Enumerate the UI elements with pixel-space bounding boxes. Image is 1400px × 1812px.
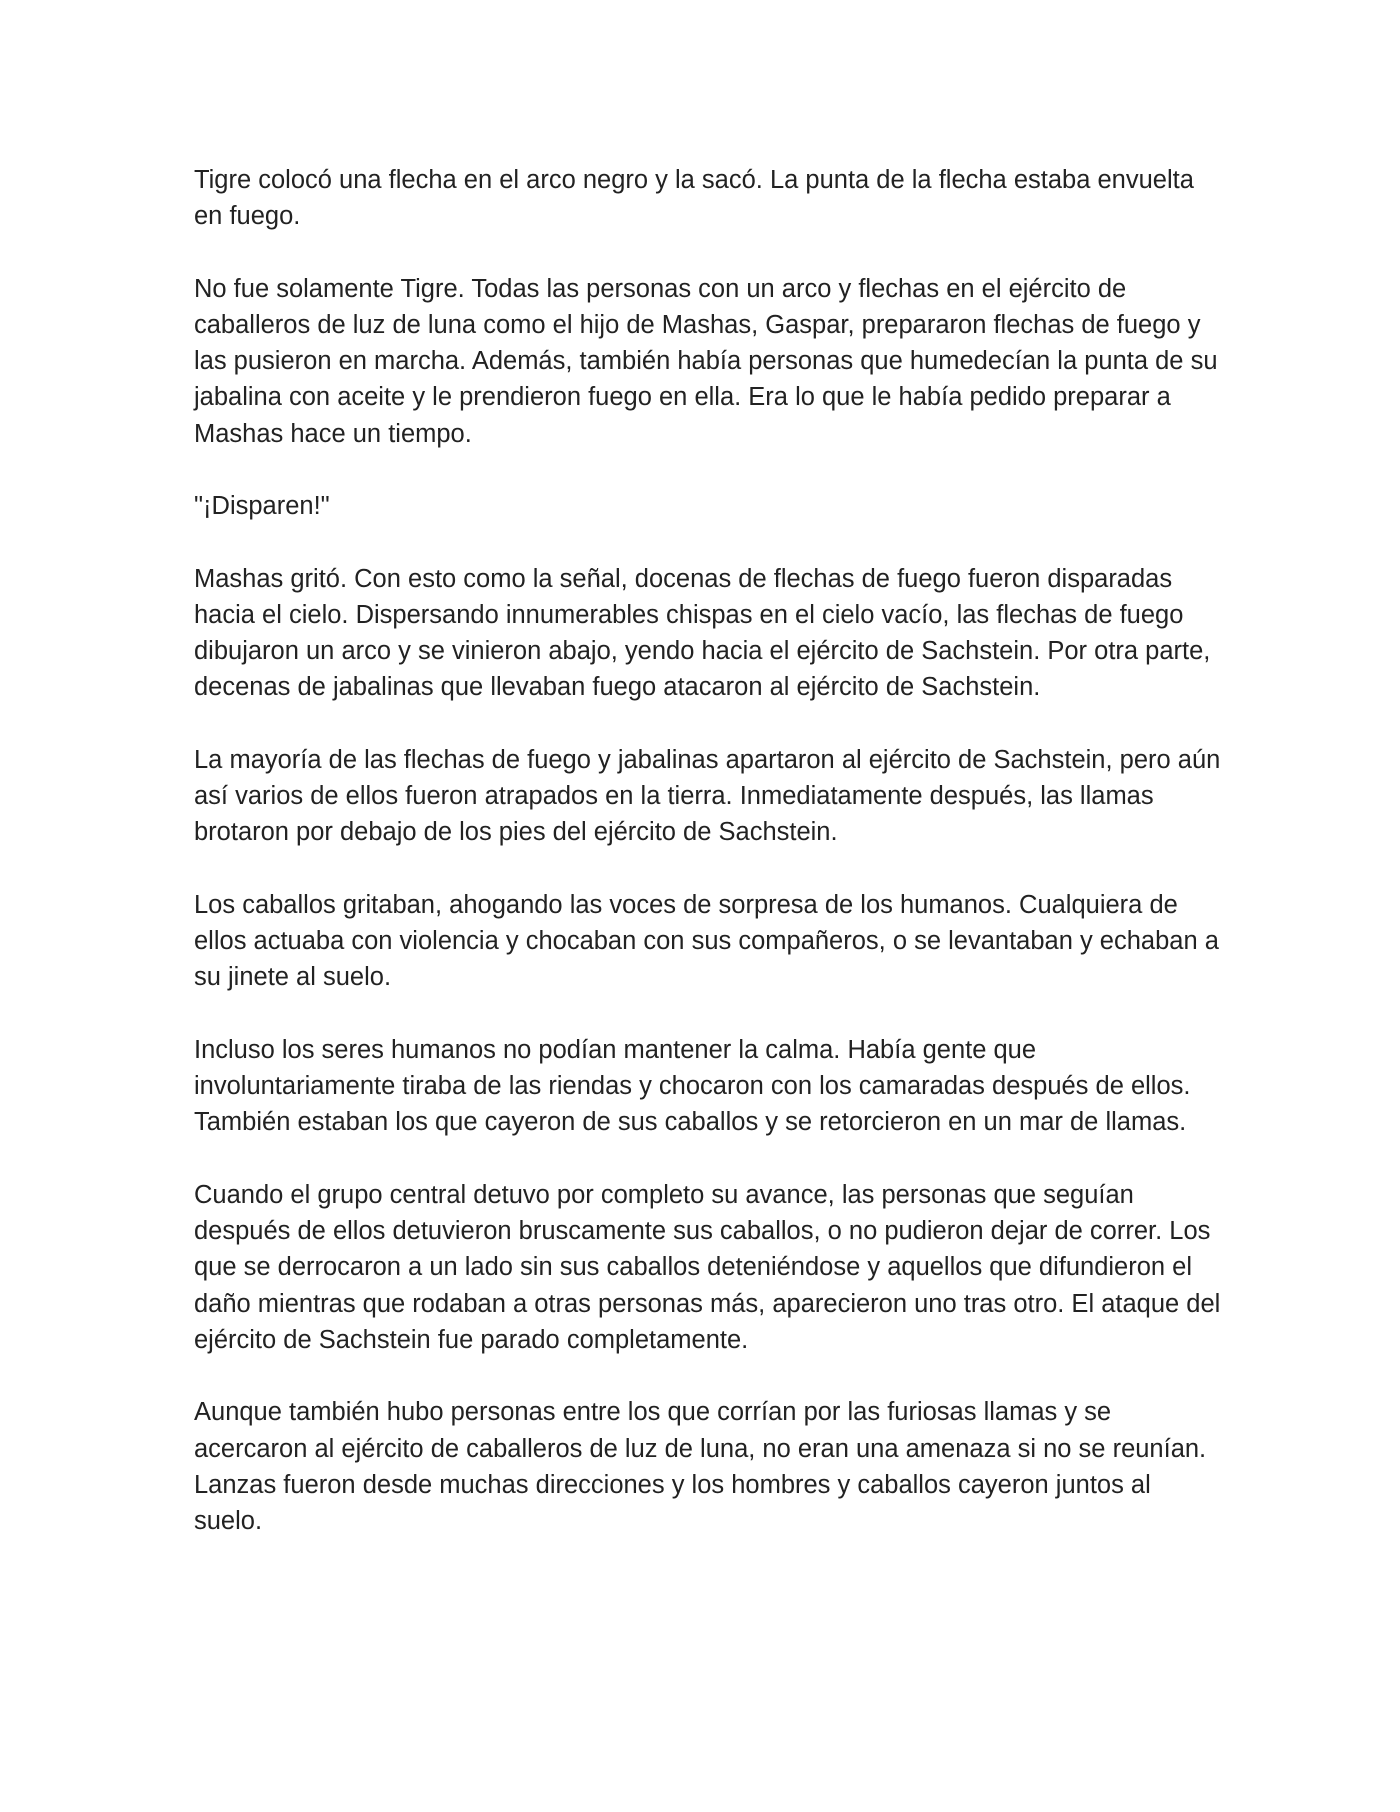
paragraph-4: Mashas gritó. Con esto como la señal, docenas de flechas de fuego fueron disparadas hacia el cielo. Dispersando innumerables chispas en el cielo vacío, las flechas de fuego dibujaron un arco y se vinieron abajo, yendo hacia el ejército de Sachstein. Por otra parte, decenas de jabalinas que llevaban fuego atacaron al ejército de Sachstein. [194,564,1211,702]
paragraph-3: "¡Disparen!" [194,492,330,521]
paragraph-6: Los caballos gritaban, ahogando las voces de sorpresa de los humanos. Cualquiera de ellos actuaba con violencia y chocaban con sus compañeros, o se levantaban y echaban a su jinete al suelo. [194,891,1219,992]
paragraph-9: Aunque también hubo personas entre los que corrían por las furiosas llamas y se acercaron al ejército de caballeros de luz de luna, no eran una amenaza si no se reunían. Lanzas fueron desde muchas direcciones y los hombres y caballos cayeron juntos al suelo. [194,1398,1207,1536]
paragraph-2: No fue solamente Tigre. Todas las personas con un arco y flechas en el ejército de caballeros de luz de luna como el hijo de Mashas, Gaspar, prepararon flechas de fuego y las pusieron en marcha. Además, también había personas que humedecían la punta de su jabalina con aceite y le prendieron fuego en ella. Era lo que le había pedido preparar a Mashas hace un tiempo. [194,274,1218,448]
paragraph-7: Incluso los seres humanos no podían mantener la calma. Había gente que involuntariamente tiraba de las riendas y chocaron con los camaradas después de ellos. También estaban los que cayeron de sus caballos y se retorcieron en un mar de llamas. [194,1036,1191,1137]
document-body [194,162,1224,1576]
paragraph-1: Tigre colocó una flecha en el arco negro y la sacó. La punta de la flecha estaba envuelta en fuego. [194,166,1194,231]
paragraph-5: La mayoría de las flechas de fuego y jabalinas apartaron al ejército de Sachstein, pero aún así varios de ellos fueron atrapados en la tierra. Inmediatamente después, las llamas brotaron por debajo de los pies del ejército de Sachstein. [194,746,1221,847]
paragraph-8: Cuando el grupo central detuvo por completo su avance, las personas que seguían después de ellos detuvieron bruscamente sus caballos, o no pudieron dejar de correr. Los que se derrocaron a un lado sin sus caballos deteniéndose y aquellos que difundieron el daño mientras que rodaban a otras personas más, aparecieron uno tras otro. El ataque del ejército de Sachstein fue parado completamente. [194,1181,1221,1354]
